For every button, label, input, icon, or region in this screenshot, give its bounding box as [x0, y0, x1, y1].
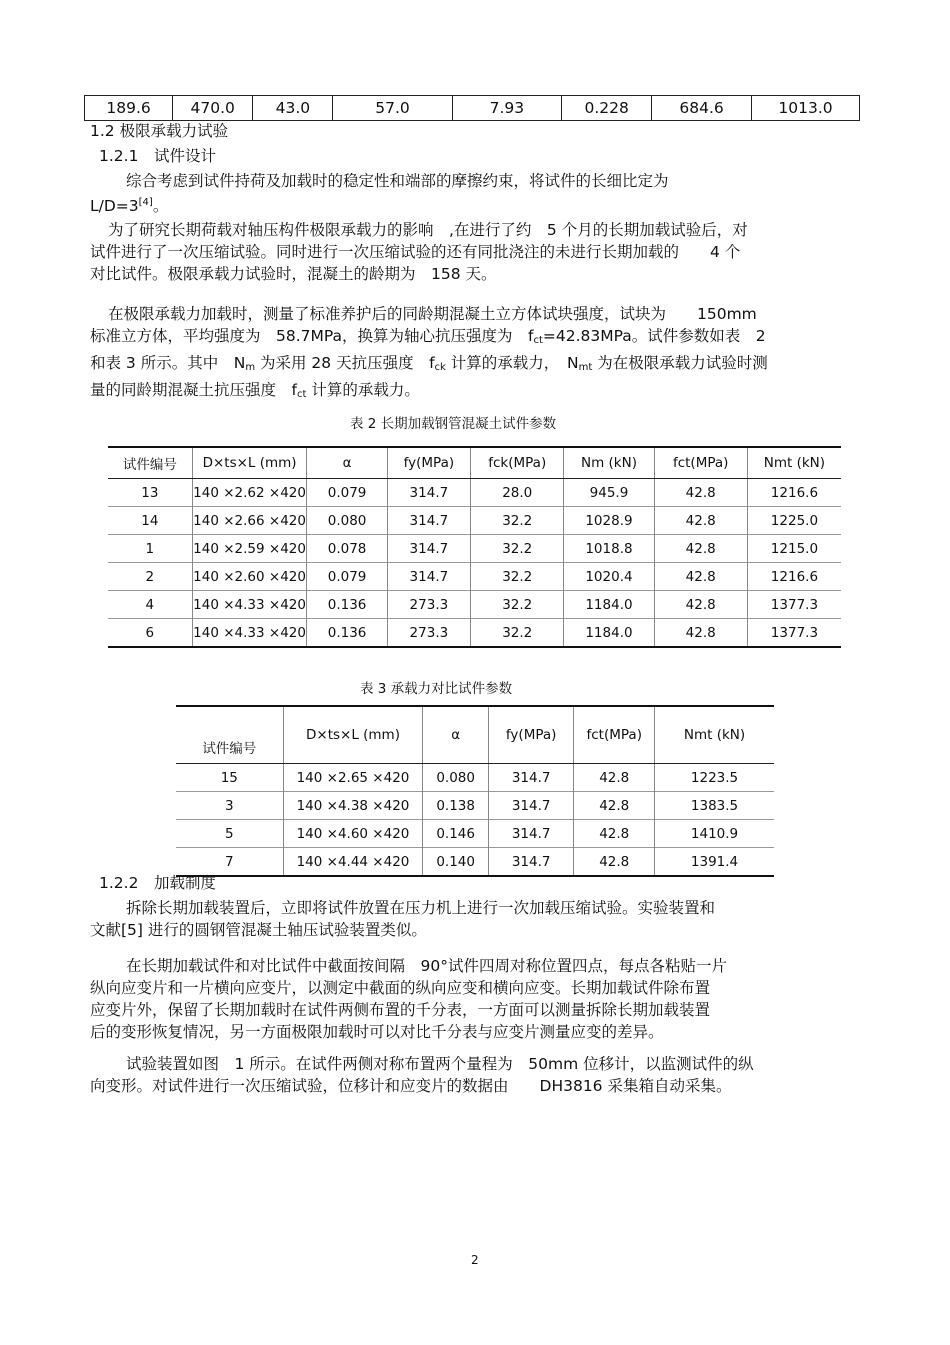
paragraph-research-purpose	[90, 219, 860, 285]
table-row	[85, 96, 860, 121]
table-cell: 2	[108, 563, 192, 591]
table-row	[108, 479, 841, 507]
table-header-row	[176, 706, 774, 764]
text-line: 应变片外，保留了长期加载时在试件两侧布置的千分表，一方面可以测量拆除长期加载装置	[90, 1001, 711, 1019]
continued-table	[84, 95, 860, 121]
table-row	[108, 619, 841, 648]
table-row	[108, 507, 841, 535]
text-line: 试件进行了一次压缩试验。同时进行一次压缩试验的还有同批浇注的未进行长期加载的 4 个	[90, 243, 741, 261]
paragraph-specimen-design	[90, 170, 860, 217]
paragraph-test-setup	[90, 1053, 860, 1097]
table-header-row	[108, 447, 841, 479]
table-cell: 0.138	[423, 792, 489, 820]
table-cell: 42.8	[654, 479, 747, 507]
table-cell: 1	[108, 535, 192, 563]
table-row	[108, 563, 841, 591]
table-cell: 0.078	[307, 535, 387, 563]
text-line: 量的同龄期混凝土抗压强度 $f_{ct}$ 计算的承载力。	[90, 381, 420, 400]
table-cell: 140 ×4.60 ×420	[283, 820, 423, 848]
table-cell: 189.6	[85, 96, 173, 121]
table-cell: 1020.4	[564, 563, 654, 591]
col-header: 试件编号	[176, 706, 283, 764]
table3-caption: 表 3 承载力对比试件参数	[360, 681, 513, 697]
table-cell: 140 ×4.33 ×420	[192, 619, 307, 648]
table-cell: 42.8	[654, 591, 747, 619]
table-cell: 1391.4	[655, 848, 774, 877]
table-cell: 314.7	[387, 507, 470, 535]
table-cell: 42.8	[654, 507, 747, 535]
table-cell: 1410.9	[655, 820, 774, 848]
text-line: 试验装置如图 1 所示。在试件两侧对称布置两个量程为 50mm 位移计，以监测试件的纵	[126, 1055, 754, 1073]
table-cell: 7.93	[452, 96, 561, 121]
text-line: 后的变形恢复情况，另一方面极限加载时可以对比千分表与应变片测量应变的差异。	[90, 1023, 664, 1041]
col-header: Nmt (kN)	[747, 447, 841, 479]
col-header: α	[423, 706, 489, 764]
table-cell: 13	[108, 479, 192, 507]
table-comparison-specimens	[176, 705, 774, 877]
page-number: 2	[471, 1253, 479, 1267]
section-heading-1-2-2: 1.2.2 加载制度	[99, 874, 216, 892]
table-row	[108, 591, 841, 619]
table-cell: 1184.0	[564, 591, 654, 619]
table-cell: 0.080	[307, 507, 387, 535]
table-cell: 42.8	[574, 764, 655, 792]
table-long-term-specimens	[108, 446, 841, 648]
table-row	[176, 848, 774, 877]
table-cell: 1225.0	[747, 507, 841, 535]
text-line: L/D=3[4]。	[90, 197, 169, 215]
table-cell: 140 ×4.44 ×420	[283, 848, 423, 877]
table-cell: 32.2	[471, 507, 564, 535]
table-cell: 0.079	[307, 479, 387, 507]
table-cell: 273.3	[387, 591, 470, 619]
table-cell: 1018.8	[564, 535, 654, 563]
paragraph-strength-test	[90, 303, 860, 406]
table-cell: 42.8	[654, 535, 747, 563]
table-cell: 42.8	[574, 820, 655, 848]
table-cell: 1013.0	[752, 96, 860, 121]
table-cell: 15	[176, 764, 283, 792]
text-line: 和表 3 所示。其中 $N_m$ 为采用 28 天抗压强度 $f_{ck}$ 计算的承载力， $N_{mt}$ 为在极限承载力试验时测	[90, 354, 768, 373]
table-cell: 140 ×2.65 ×420	[283, 764, 423, 792]
table-row	[176, 764, 774, 792]
text-line: 拆除长期加载装置后，立即将试件放置在压力机上进行一次加载压缩试验。实验装置和	[126, 899, 716, 917]
table-cell: 140 ×4.38 ×420	[283, 792, 423, 820]
table-row	[176, 792, 774, 820]
table-cell: 0.136	[307, 591, 387, 619]
text-line: 对比试件。极限承载力试验时，混凝土的龄期为 158 天。	[90, 265, 497, 283]
table-cell: 57.0	[333, 96, 452, 121]
table-row	[176, 820, 774, 848]
table-cell: 314.7	[387, 563, 470, 591]
table-cell: 314.7	[488, 820, 573, 848]
table-cell: 1028.9	[564, 507, 654, 535]
text-line: 为了研究长期荷载对轴压构件极限承载力的影响 ,在进行了约 5 个月的长期加载试验后，对	[108, 221, 748, 239]
table-cell: 0.140	[423, 848, 489, 877]
table-cell: 0.079	[307, 563, 387, 591]
col-header: Nm (kN)	[564, 447, 654, 479]
col-header: α	[307, 447, 387, 479]
table-cell: 1377.3	[747, 591, 841, 619]
col-header: fct(MPa)	[654, 447, 747, 479]
col-header: Nmt (kN)	[655, 706, 774, 764]
table-cell: 1216.6	[747, 563, 841, 591]
section-heading-1-2: 1.2 极限承载力试验	[90, 122, 229, 140]
table-cell: 4	[108, 591, 192, 619]
table-cell: 140 ×2.62 ×420	[192, 479, 307, 507]
text-line: 综合考虑到试件持荷及加载时的稳定性和端部的摩擦约束，将试件的长细比定为	[126, 172, 669, 190]
col-header: fy(MPa)	[488, 706, 573, 764]
col-header: D×ts×L (mm)	[192, 447, 307, 479]
text-line: 向变形。对试件进行一次压缩试验，位移计和应变片的数据由 DH3816 采集箱自动采集。	[90, 1077, 732, 1095]
table-cell: 0.146	[423, 820, 489, 848]
table-cell: 42.8	[654, 619, 747, 648]
table-cell: 314.7	[387, 535, 470, 563]
text-line: 标准立方体，平均强度为 58.7MPa，换算为轴心抗压强度为 $f_{ct}=42.83MPa$。试件参数如表 2	[90, 327, 766, 346]
table-cell: 43.0	[253, 96, 333, 121]
text-line: 在长期加载试件和对比试件中截面按间隔 90°试件四周对称位置四点，每点各粘贴一片	[126, 957, 727, 975]
table-cell: 14	[108, 507, 192, 535]
paragraph-loading-procedure	[90, 897, 860, 941]
text-line: 在极限承载力加载时，测量了标准养护后的同龄期混凝土立方体试块强度，试块为 150mm	[108, 305, 757, 323]
table-cell: 5	[176, 820, 283, 848]
table-cell: 1223.5	[655, 764, 774, 792]
table-cell: 140 ×2.59 ×420	[192, 535, 307, 563]
table-cell: 1383.5	[655, 792, 774, 820]
table-cell: 314.7	[387, 479, 470, 507]
table-cell: 42.8	[654, 563, 747, 591]
table-cell: 140 ×2.66 ×420	[192, 507, 307, 535]
table-cell: 684.6	[652, 96, 752, 121]
table-cell: 42.8	[574, 848, 655, 877]
table-cell: 0.228	[562, 96, 652, 121]
table-cell: 140 ×2.60 ×420	[192, 563, 307, 591]
table-cell: 32.2	[471, 535, 564, 563]
col-header: fck(MPa)	[471, 447, 564, 479]
table2-caption: 表 2 长期加载钢管混凝土试件参数	[350, 416, 557, 432]
text-line: 文献[5] 进行的圆钢管混凝土轴压试验装置类似。	[90, 921, 427, 939]
table-cell: 42.8	[574, 792, 655, 820]
table-cell: 1216.6	[747, 479, 841, 507]
table-cell: 314.7	[488, 792, 573, 820]
table-cell: 28.0	[471, 479, 564, 507]
table-row	[108, 535, 841, 563]
table-cell: 1215.0	[747, 535, 841, 563]
table-cell: 314.7	[488, 764, 573, 792]
table-cell: 1377.3	[747, 619, 841, 648]
paragraph-strain-gauges	[90, 955, 860, 1043]
table-cell: 0.080	[423, 764, 489, 792]
table-cell: 0.136	[307, 619, 387, 648]
table-cell: 470.0	[173, 96, 253, 121]
table-cell: 1184.0	[564, 619, 654, 648]
table-cell: 314.7	[488, 848, 573, 877]
table-cell: 32.2	[471, 563, 564, 591]
table-cell: 7	[176, 848, 283, 877]
col-header: fct(MPa)	[574, 706, 655, 764]
table-cell: 140 ×4.33 ×420	[192, 591, 307, 619]
col-header: D×ts×L (mm)	[283, 706, 423, 764]
table-cell: 3	[176, 792, 283, 820]
col-header: 试件编号	[108, 447, 192, 479]
col-header: fy(MPa)	[387, 447, 470, 479]
table-cell: 32.2	[471, 591, 564, 619]
table-cell: 32.2	[471, 619, 564, 648]
table-cell: 6	[108, 619, 192, 648]
text-line: 纵向应变片和一片横向应变片，以测定中截面的纵向应变和横向应变。长期加载试件除布置	[90, 979, 711, 997]
table-cell: 945.9	[564, 479, 654, 507]
table-cell: 273.3	[387, 619, 470, 648]
section-heading-1-2-1: 1.2.1 试件设计	[99, 147, 216, 165]
